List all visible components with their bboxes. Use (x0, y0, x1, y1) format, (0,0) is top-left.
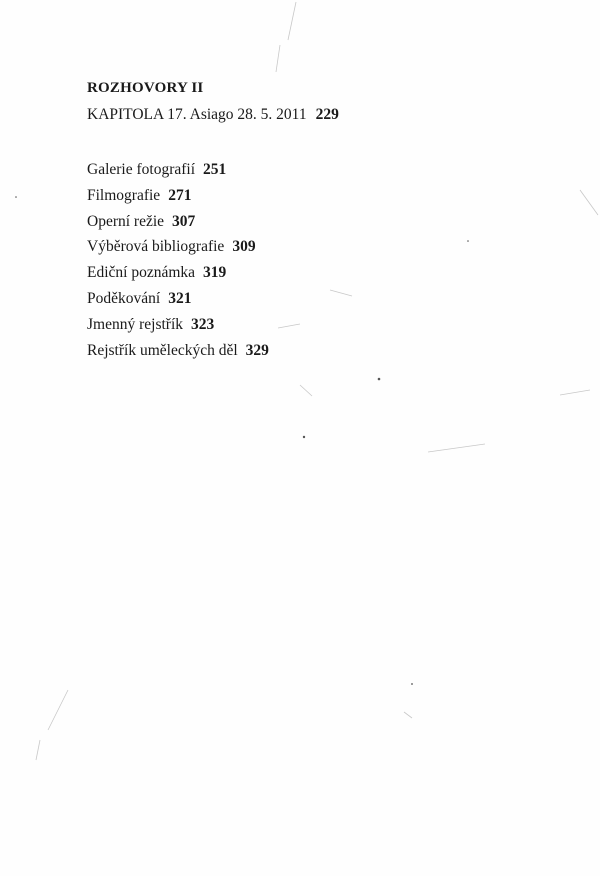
toc-item-galerie-fotografii (87, 157, 269, 183)
toc-item-vyberova-bibliografie (87, 234, 269, 260)
chapter-page-number: 229 (315, 106, 339, 123)
toc-item-page-number: 319 (203, 264, 227, 282)
toc-item-label: Filmografie (87, 186, 161, 204)
toc-item-edicni-poznamka (87, 260, 269, 286)
toc-item-label: Operní režie (87, 212, 165, 230)
chapter-entry (87, 106, 339, 124)
toc-item-label: Poděkování (87, 289, 161, 307)
toc-item-page-number: 309 (232, 238, 256, 256)
toc-item-podekovani (87, 286, 269, 312)
toc-item-jmenny-rejstrik (87, 312, 269, 338)
toc-item-label: Ediční poznámka (87, 264, 196, 282)
section-heading: ROZHOVORY II (87, 80, 204, 96)
chapter-label: KAPITOLA 17. Asiago 28. 5. 2011 (87, 106, 307, 123)
toc-item-page-number: 307 (172, 212, 196, 230)
table-of-contents (87, 157, 269, 363)
toc-item-page-number: 321 (168, 289, 192, 307)
toc-item-page-number: 323 (191, 315, 215, 333)
toc-item-label: Rejstřík uměleckých děl (87, 341, 238, 359)
toc-item-rejstrik-umeleckych-del (87, 338, 269, 364)
toc-item-label: Galerie fotografií (87, 161, 196, 178)
toc-item-page-number: 271 (168, 186, 192, 204)
toc-item-page-number: 251 (203, 161, 227, 178)
toc-item-label: Jmenný rejstřík (87, 315, 183, 333)
toc-item-filmografie (87, 183, 269, 209)
toc-item-operni-rezie (87, 209, 269, 235)
toc-item-page-number: 329 (245, 341, 269, 359)
toc-item-label: Výběrová bibliografie (87, 238, 225, 256)
